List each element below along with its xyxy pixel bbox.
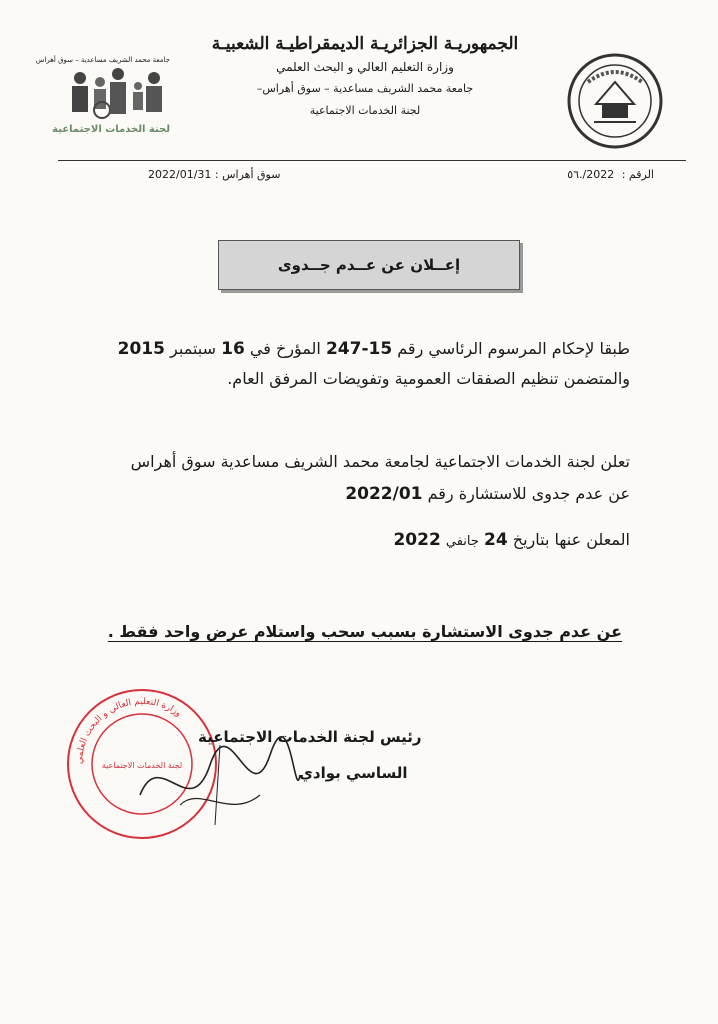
stamp-center-text: لجنة الخدمات الاجتماعية xyxy=(101,761,183,770)
consultation-number: 2022/01 xyxy=(345,484,423,504)
text-fragment: المعلن عنها بتاريخ xyxy=(512,530,630,549)
announce-year: 2022 xyxy=(393,530,441,550)
text-fragment: تعلن لجنة الخدمات الاجتماعية لجامعة محمد الشريف مساعدية سوق أهراس عن عدم جدوى للاستشارة رقم xyxy=(130,452,630,503)
reference-number xyxy=(567,168,654,181)
reference-value: 2022/.٥٦ xyxy=(567,168,615,181)
handwritten-signature xyxy=(120,725,310,835)
university-seal-logo xyxy=(566,52,664,150)
text-fragment: المؤرخ في xyxy=(249,339,321,358)
committee-name: لجنة الخدمات الاجتماعية xyxy=(309,104,421,117)
paragraph-date xyxy=(110,530,630,550)
text-fragment: جانفي xyxy=(445,534,479,549)
header-divider xyxy=(58,160,686,161)
logo-caption-top: جامعة محمد الشريف مساعدية – سوق أهراس xyxy=(35,56,170,64)
announce-day: 24 xyxy=(484,530,508,550)
letterhead xyxy=(180,34,550,117)
decree-year: 2015 xyxy=(117,339,165,359)
ministry-name: وزارة التعليم العالي و البحث العلمي xyxy=(276,60,454,74)
university-name: جامعة محمد الشريف مساعدية – سوق أهراس– xyxy=(256,82,474,95)
announcement-title: إعــلان عن عــدم جــدوى xyxy=(218,240,520,290)
logo-caption-bottom: لجنة الخدمات الاجتماعية xyxy=(52,124,170,135)
signatory-title: رئيس لجنة الخدمات الاجتماعية xyxy=(198,728,422,746)
text-fragment: طبقا لإحكام المرسوم الرئاسي رقم xyxy=(397,339,630,358)
signatory-name: الساسي بوادي xyxy=(299,764,408,782)
text-fragment: والمتضمن تنظيم الصفقات العمومية وتفويضات المرفق العام. xyxy=(227,369,630,388)
place-date: سوق أهراس : 2022/01/31 xyxy=(148,168,281,181)
reason-statement: عن عدم جدوى الاستشارة بسبب سحب واستلام عرض واحد فقط . xyxy=(107,622,622,641)
stamp-ring-text: وزارة التعليم العالي و البحث العلمي xyxy=(74,696,183,765)
decree-day: 16 xyxy=(221,339,245,359)
family-icon xyxy=(58,64,170,120)
paragraph-announcement xyxy=(110,446,630,510)
text-fragment: سبتمبر xyxy=(170,339,217,358)
republic-name: الجمهوريـة الجزائريـة الديمقراطيـة الشعبيـة xyxy=(211,34,519,54)
reference-label: الرقم : xyxy=(621,168,654,181)
social-services-logo xyxy=(35,56,170,148)
decree-number: 15-247 xyxy=(325,339,393,359)
paragraph-decree xyxy=(110,334,630,393)
